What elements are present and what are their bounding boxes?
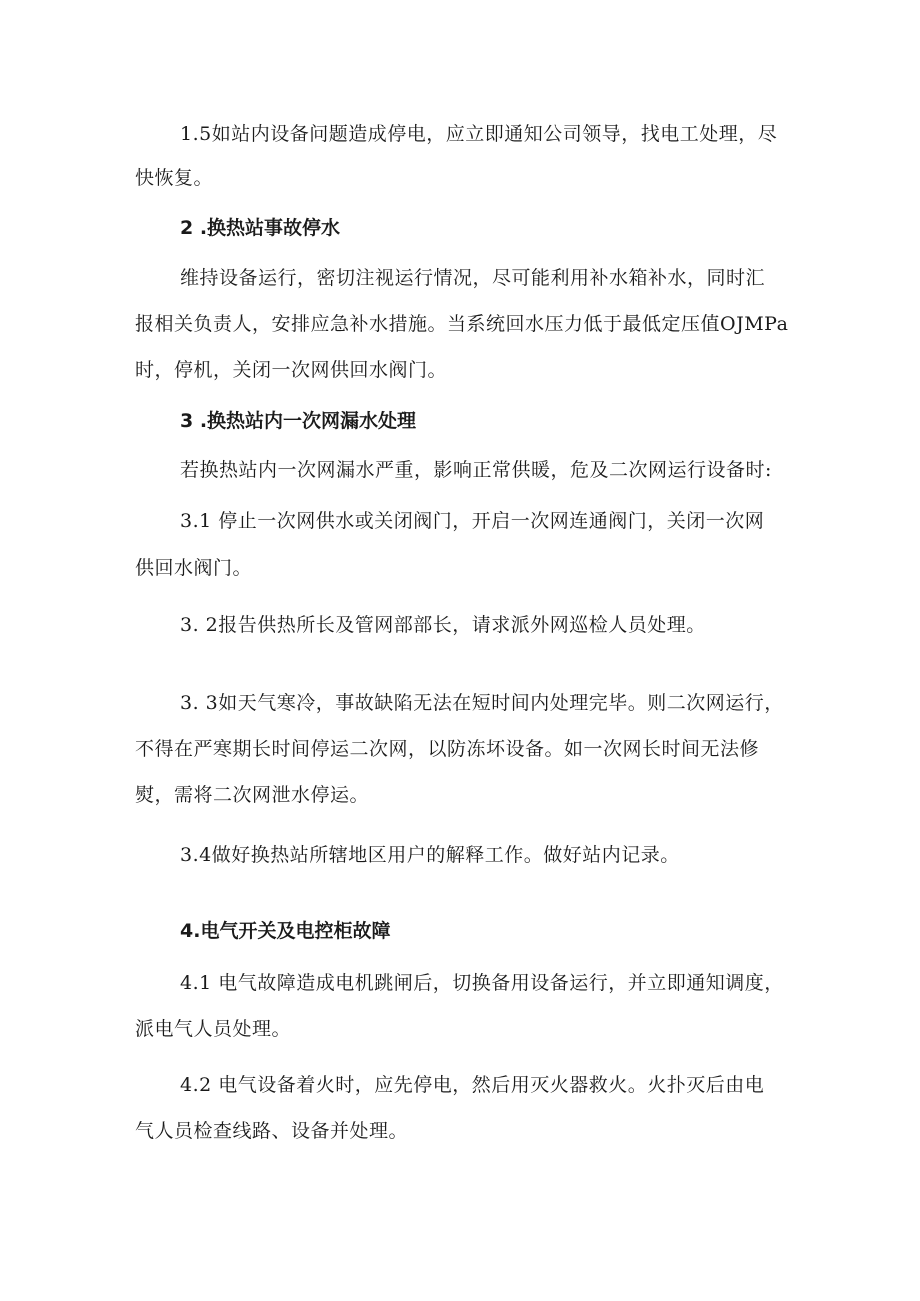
section-3-heading: 3 .换热站内一次网漏水处理 xyxy=(180,410,417,432)
item-3-4: 3.4做好换热站所辖地区用户的解释工作。做好站内记录。 xyxy=(180,844,680,866)
item-3-3-line-1: 3. 3如天气寒冷，事故缺陷无法在短时间内处理完毕。则二次网运行， xyxy=(180,692,784,714)
item-3-1-line-2: 供回水阀门。 xyxy=(135,557,253,579)
section-1-5-line-2: 快恢复。 xyxy=(135,167,214,189)
item-3-1-line-1: 3.1 停止一次网供水或关闭阀门，开启一次网连通阀门，关闭一次网 xyxy=(180,510,765,532)
item-4-1-line-1: 4.1 电气故障造成电机跳闸后，切换备用设备运行，并立即通知调度， xyxy=(180,972,784,994)
section-2-paragraph-line-1: 维持设备运行，密切注视运行情况，尽可能利用补水箱补水，同时汇 xyxy=(180,267,766,289)
section-2-paragraph-line-2: 报相关负责人，安排应急补水措施。当系统回水压力低于最低定压值OJMPa xyxy=(135,313,789,335)
item-4-2-line-1: 4.2 电气设备着火时，应先停电，然后用灭火器救火。火扑灭后由电 xyxy=(180,1074,765,1096)
section-2-paragraph-line-3: 时，停机，关闭一次网供回水阀门。 xyxy=(135,359,448,381)
item-3-3-line-2: 不得在严寒期长时间停运二次网，以防冻坏设备。如一次网长时间无法修 xyxy=(135,738,760,760)
item-3-3-line-3: 熨，需将二次网泄水停运。 xyxy=(135,784,370,806)
item-4-2-line-2: 气人员检查线路、设备并处理。 xyxy=(135,1120,409,1142)
item-3-2: 3. 2报告供热所长及管网部部长，请求派外网巡检人员处理。 xyxy=(180,614,706,636)
section-3-intro: 若换热站内一次网漏水严重，影响正常供暖，危及二次网运行设备时: xyxy=(180,459,772,481)
item-4-1-line-2: 派电气人员处理。 xyxy=(135,1018,292,1040)
section-2-heading: 2 .换热站事故停水 xyxy=(180,217,341,239)
section-4-heading: 4.电气开关及电控柜故障 xyxy=(180,920,391,942)
section-1-5-line-1: 1.5如站内设备问题造成停电，应立即通知公司领导，找电工处理，尽 xyxy=(180,123,778,145)
